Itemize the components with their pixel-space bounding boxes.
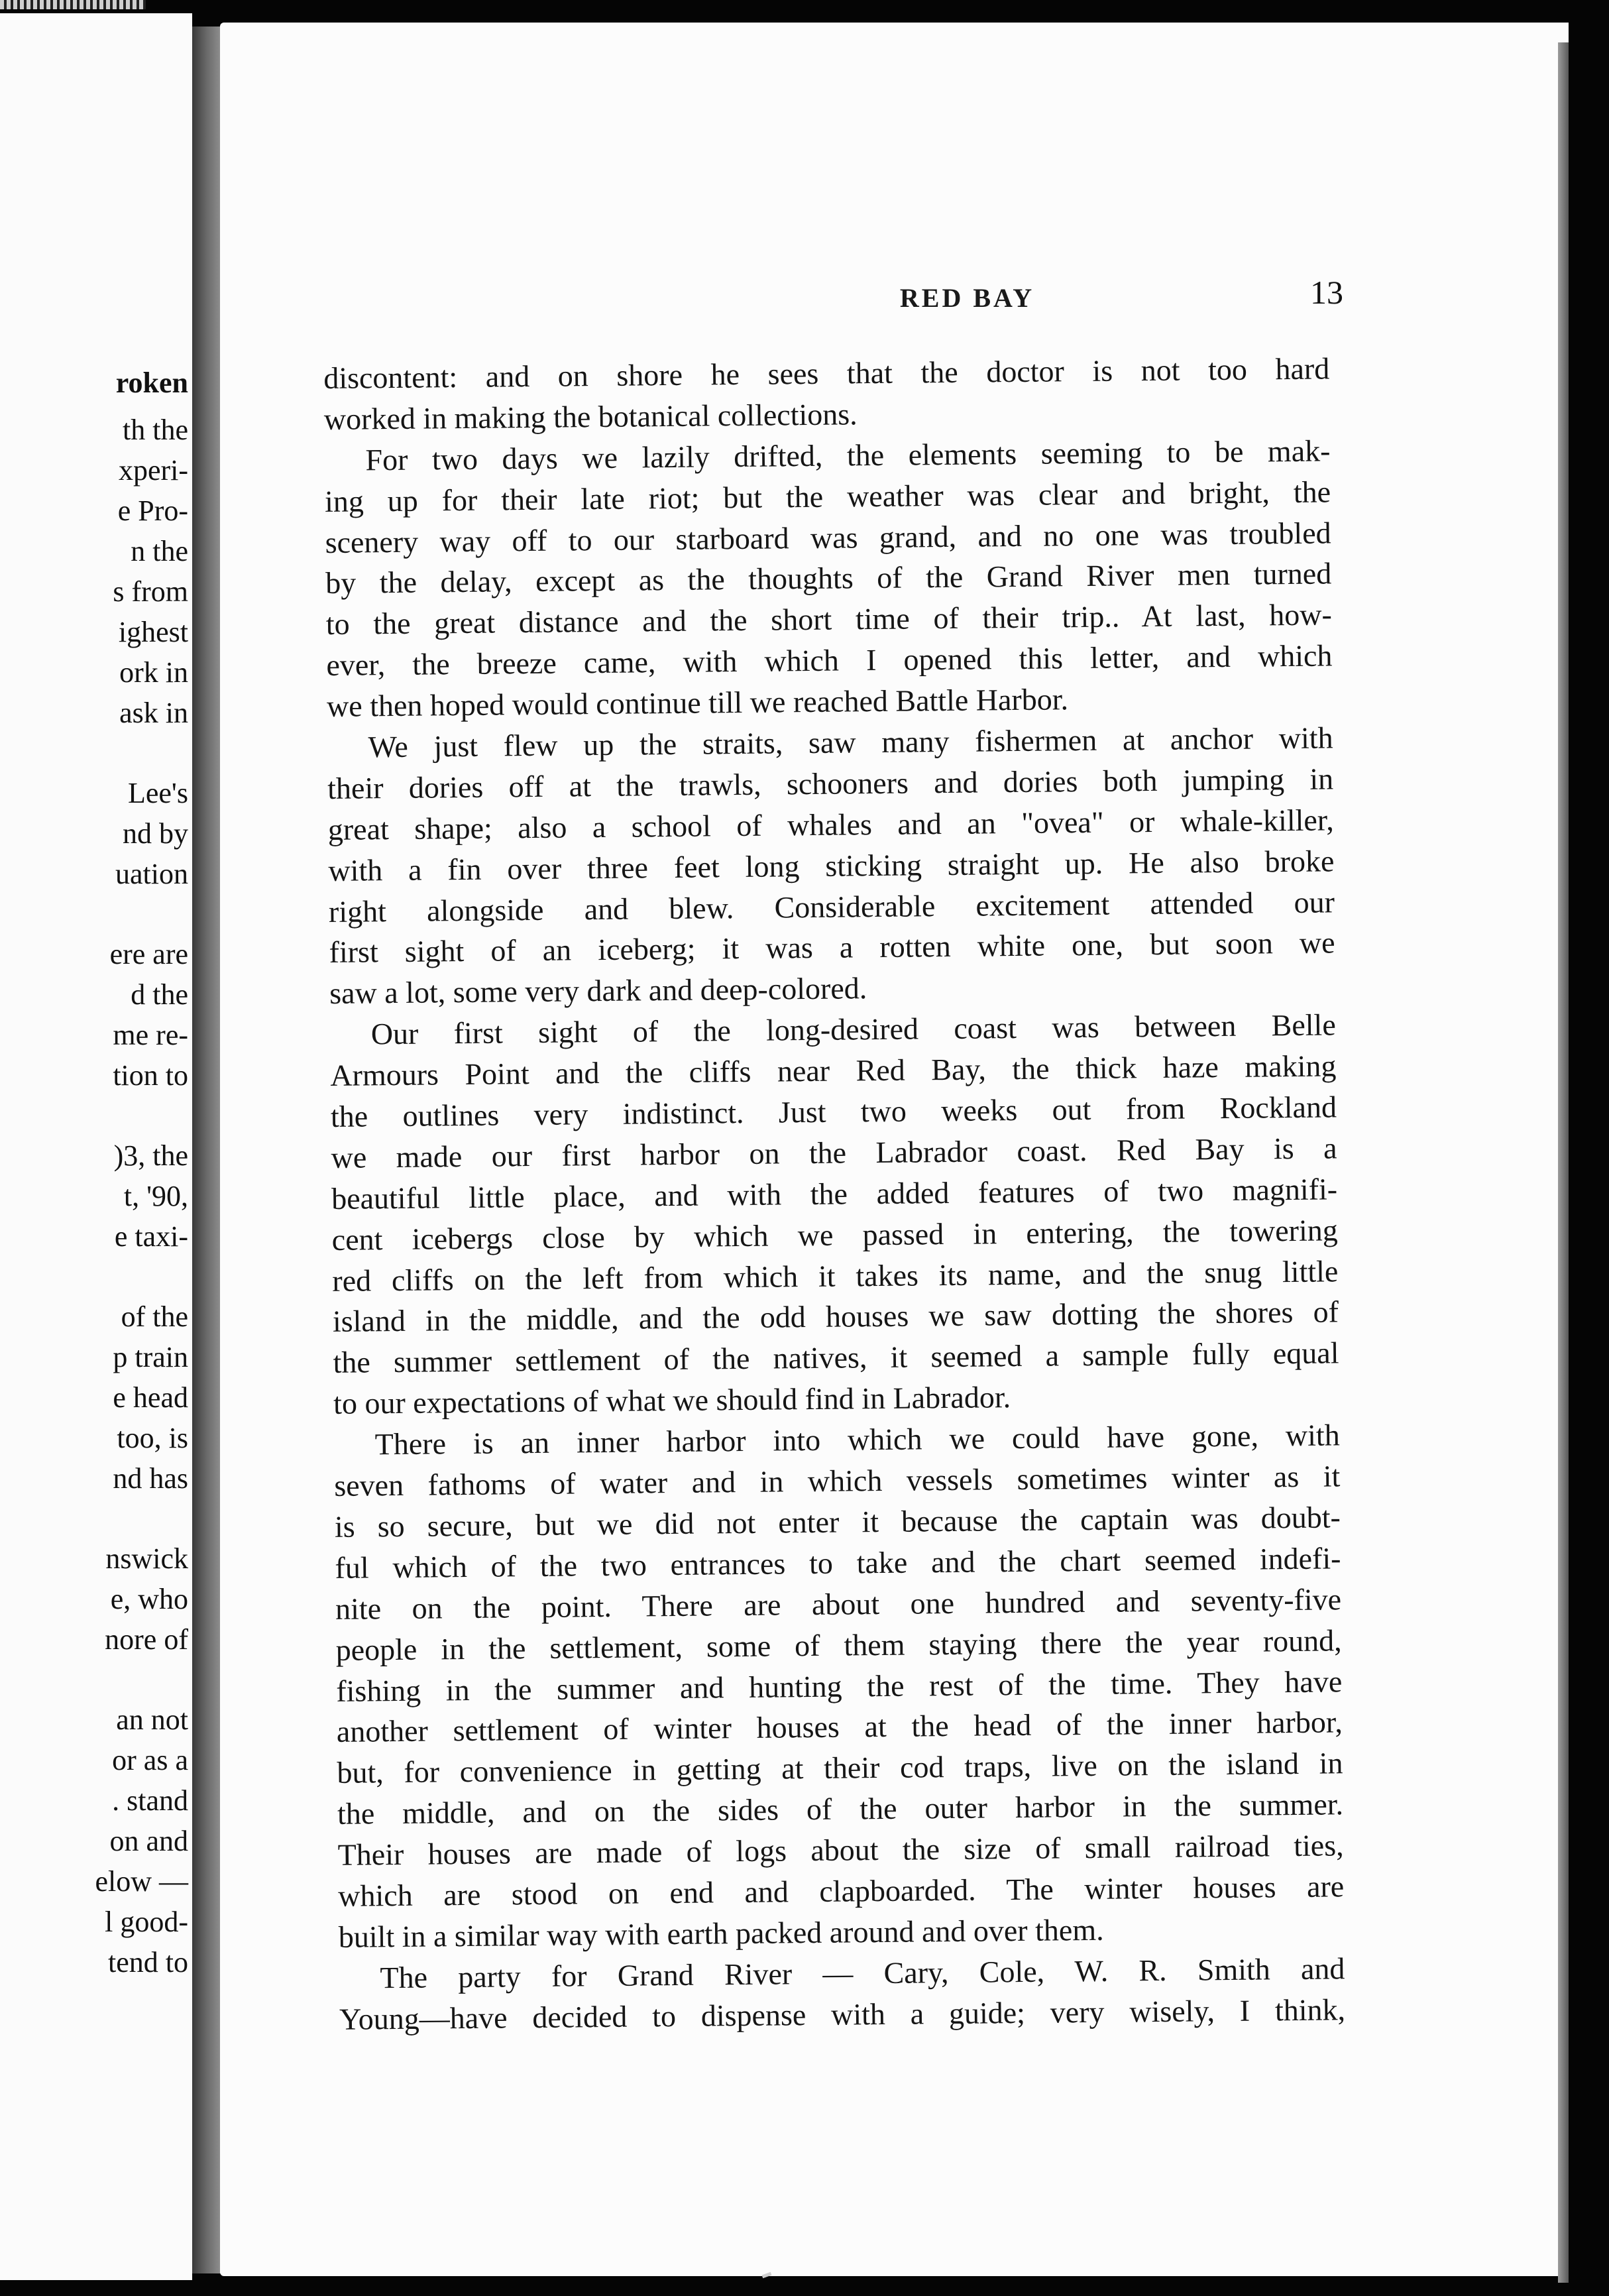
text-line: ful which of the two entrances to take and the chart seemed indefi- (335, 1541, 1341, 1585)
left-page-line: e taxi- (114, 1220, 188, 1253)
text-line: There is an inner harbor into which we could have gone, with (374, 1418, 1340, 1462)
text-line: we then hoped would continue till we reached Battle Harbor. (326, 682, 1069, 724)
text-line: cent icebergs close by which we passed in entering, the towering (331, 1213, 1338, 1257)
page-edge-shadow (1558, 42, 1569, 2283)
left-page-line: e, who (110, 1583, 188, 1615)
left-page-line: s from (113, 575, 188, 608)
left-page-line: tend to (108, 1946, 188, 1979)
text-line: by the delay, except as the thoughts of the Grand River men turned (325, 556, 1332, 601)
text-line: great shape; also a school of whales and an "ovea" or whale-killer, (327, 803, 1335, 846)
text-line: the summer settlement of the natives, it seemed a sample fully equal (333, 1336, 1339, 1380)
text-line: nite on the point. There are about one hundred and seventy-five (335, 1582, 1342, 1626)
left-page-line: on and (109, 1825, 188, 1857)
text-line: people in the settlement, some of them staying there the year round, (335, 1623, 1342, 1667)
text-line: discontent: and on shore he sees that the doctor is not too hard (323, 351, 1330, 395)
text-line: to our expectations of what we should find in Labrador. (333, 1380, 1011, 1421)
left-page-line: Lee's (128, 777, 188, 809)
left-page-line: d the (131, 978, 188, 1011)
text-line: built in a similar way with earth packed around and over them. (338, 1912, 1104, 1954)
running-head: RED BAY (899, 283, 1035, 313)
text-line: another settlement of winter houses at the head of the inner harbor, (336, 1705, 1343, 1749)
text-line: island in the middle, and the odd houses we saw dotting the shores of (332, 1294, 1339, 1339)
left-page-line: t, '90, (123, 1180, 188, 1212)
left-page-line: ask in (119, 697, 188, 729)
left-page-line: )3, the (113, 1139, 188, 1172)
left-page-line: n the (131, 535, 188, 567)
text-line: ever, the breeze came, with which I opened this letter, and which (326, 638, 1333, 683)
left-page-line: uation (115, 858, 188, 890)
left-page-line: p train (113, 1341, 188, 1373)
left-page-line: . stand (112, 1784, 188, 1817)
left-page-line: or as a (112, 1744, 188, 1776)
left-page-line: e head (113, 1381, 188, 1414)
left-page-fragment (0, 13, 192, 2280)
text-line: Young—have decided to dispense with a guide; very wisely, I think, (339, 1992, 1346, 2036)
text-line: The party for Grand River — Cary, Cole, W. R. Smith and (380, 1951, 1345, 1995)
left-page-line: nd by (123, 817, 188, 850)
left-page-line: nswick (105, 1542, 188, 1575)
text-line: their dories off at the trawls, schooners and dories both jumping in (327, 762, 1334, 805)
left-page-line: an not (116, 1703, 188, 1736)
left-page-line: nd has (113, 1462, 188, 1495)
left-page-line: l good- (105, 1906, 188, 1938)
text-line: right alongside and blew. Considerable excitement attended our (328, 884, 1335, 929)
left-page-line: nore of (105, 1623, 188, 1656)
text-line: Their houses are made of logs about the size of small railroad ties, (337, 1828, 1344, 1872)
text-line: fishing in the summer and hunting the rest of the time. They have (336, 1664, 1343, 1708)
text-line: but, for convenience in getting at their cod traps, live on the island in (337, 1746, 1343, 1790)
text-line: seven fathoms of water and in which vessels sometimes winter as it (334, 1459, 1341, 1503)
left-page-line: of the (121, 1300, 188, 1333)
text-line: the outlines very indistinct. Just two weeks out from Rockland (330, 1090, 1337, 1133)
text-line: first sight of an iceberg; it was a rotten white one, but soon we (329, 925, 1335, 970)
text-line: For two days we lazily drifted, the elements seeming to be mak- (365, 433, 1331, 477)
left-page-line: me re- (113, 1019, 188, 1051)
left-page-line: ere are (109, 938, 188, 970)
page-number: 13 (1310, 274, 1343, 311)
text-line: worked in making the botanical collections. (323, 397, 858, 436)
text-line: red cliffs on the left from which it takes its name, and the snug little (332, 1253, 1339, 1298)
left-page-line: tion to (113, 1059, 188, 1092)
text-line: with a fin over three feet long sticking straight up. He also broke (328, 844, 1335, 888)
left-page-line: th the (123, 414, 188, 446)
left-page-line: xperi- (118, 454, 188, 487)
text-line: to the great distance and the short time of their trip.. At last, how- (325, 597, 1333, 642)
text-line: beautiful little place, and with the added features of two magnifi- (331, 1172, 1338, 1216)
text-line: ing up for their late riot; but the weather was clear and bright, the (324, 475, 1331, 518)
left-page-line: ighest (118, 616, 188, 648)
text-line: we made our first harbor on the Labrador coast. Red Bay is a (331, 1131, 1337, 1175)
left-page-line: ork in (119, 656, 188, 689)
left-page-line: too, is (117, 1422, 188, 1454)
left-page-line: e Pro- (117, 494, 188, 527)
text-line: the middle, and on the sides of the outer harbor in the summer. (337, 1787, 1344, 1831)
left-page-line: roken (115, 367, 188, 399)
scan-edge-artifact (0, 0, 146, 9)
left-page-line: elow — (95, 1865, 188, 1898)
text-line: We just flew up the straits, saw many fishermen at anchor with (368, 720, 1333, 764)
text-line: scenery way off to our starboard was grand, and no one was troubled (325, 515, 1331, 559)
body-text (323, 348, 1345, 2039)
text-line: saw a lot, some very dark and deep-colored. (329, 971, 867, 1011)
text-line: Our first sight of the long-desired coast was between Belle (370, 1007, 1336, 1051)
text-line: is so secure, but we did not enter it because the captain was doubt- (334, 1500, 1341, 1544)
text-line: Armours Point and the cliffs near Red Bay, the thick haze making (330, 1049, 1337, 1093)
text-line: which are stood on end and clapboarded. The winter houses are (338, 1869, 1345, 1913)
